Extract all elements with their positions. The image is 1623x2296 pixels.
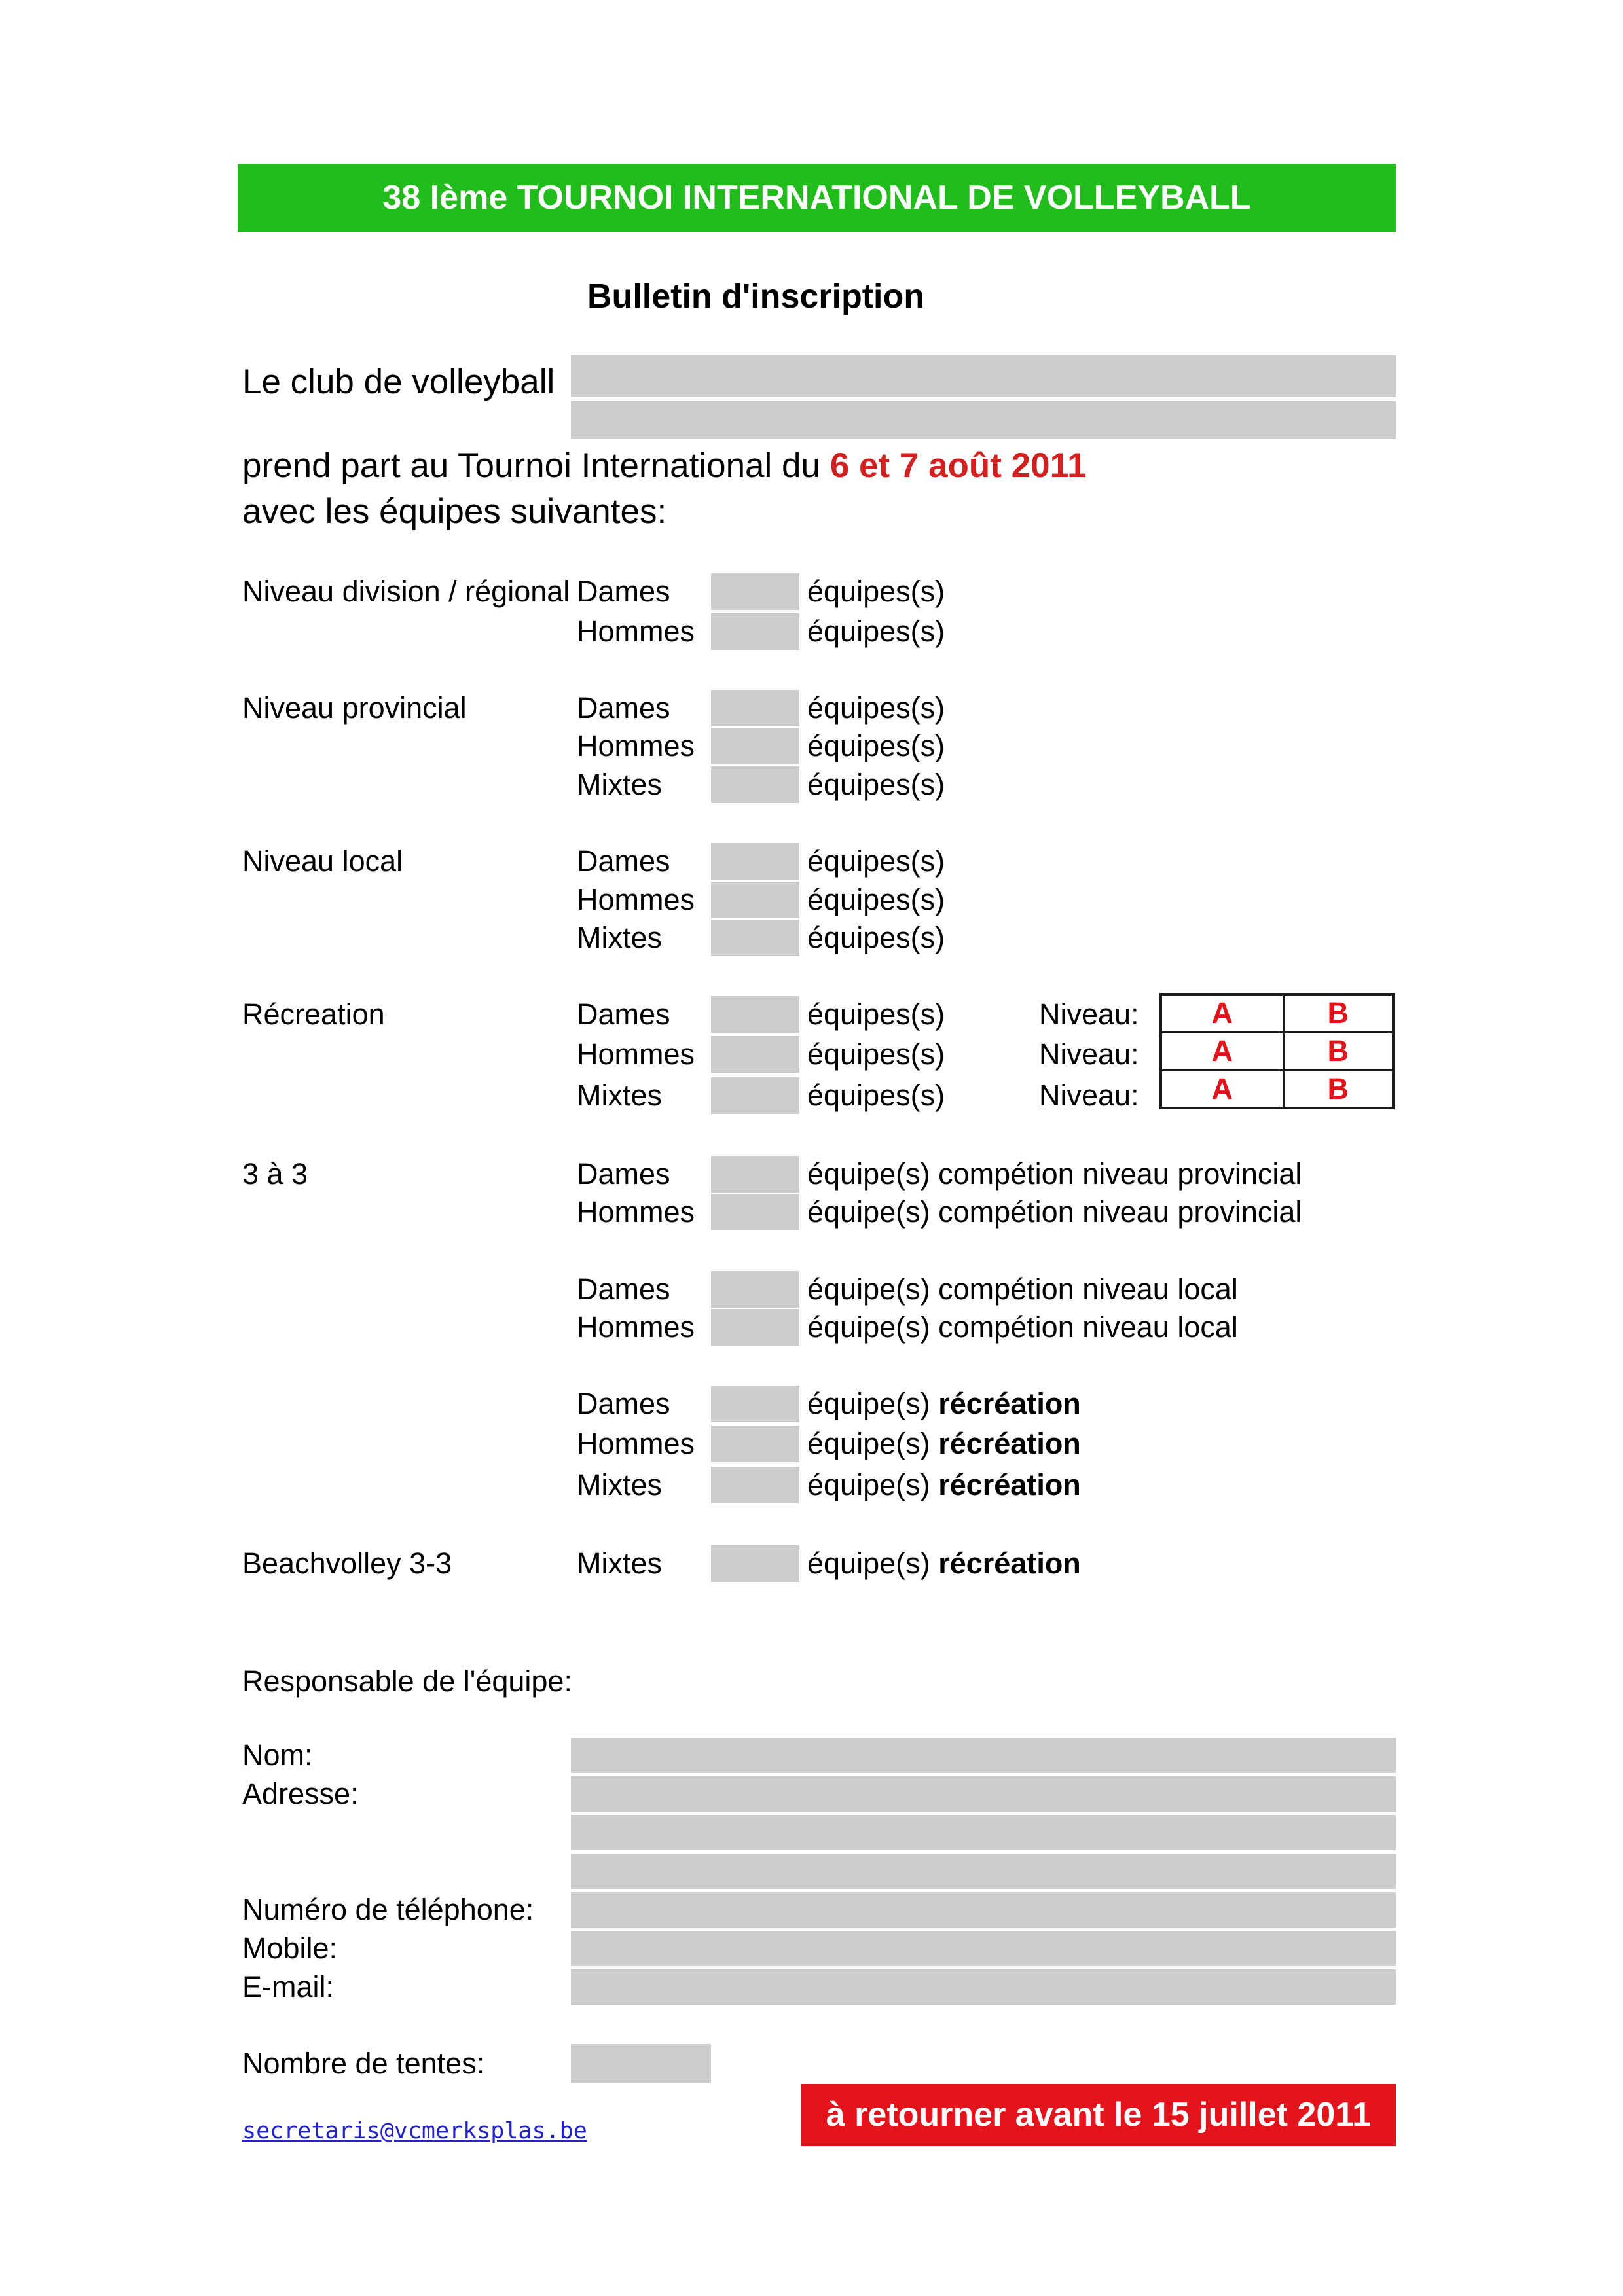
team-count-input[interactable] xyxy=(711,573,799,610)
contact-email-link[interactable]: secretaris@vcmerksplas.be xyxy=(242,2118,587,2144)
gender-label: Dames xyxy=(577,844,670,878)
address-field-2[interactable] xyxy=(571,1815,1396,1850)
level-options-row xyxy=(1161,1032,1393,1070)
unit-emphasis: récréation xyxy=(938,1468,1081,1501)
team-row xyxy=(0,1270,1623,1308)
team-row xyxy=(0,1385,1623,1423)
gender-label: Dames xyxy=(577,997,670,1031)
team-count-input[interactable] xyxy=(711,613,799,650)
unit-label xyxy=(807,1545,1081,1583)
team-row xyxy=(0,573,1623,611)
team-row xyxy=(0,1308,1623,1346)
level-option-b[interactable]: B xyxy=(1283,1032,1393,1070)
niveau-label: Niveau: xyxy=(1039,1037,1139,1071)
club-name-field-2[interactable] xyxy=(571,401,1396,439)
team-row xyxy=(0,1545,1623,1583)
gender-label: Hommes xyxy=(577,1427,695,1460)
unit-label xyxy=(807,1425,1081,1463)
unit-label: équipes(s) xyxy=(807,768,945,801)
mobile-field[interactable] xyxy=(571,1931,1396,1966)
tournament-title: 38 Ième TOURNOI INTERNATIONAL DE VOLLEYBALL xyxy=(382,179,1251,217)
gender-label: Dames xyxy=(577,575,670,608)
unit-label: équipes(s) xyxy=(807,691,945,725)
team-count-input[interactable] xyxy=(711,1156,799,1193)
address-label: Adresse: xyxy=(242,1777,359,1810)
tournament-title-banner xyxy=(238,164,1396,232)
level-option-b[interactable]: B xyxy=(1283,1070,1393,1108)
unit-label xyxy=(807,1466,1081,1504)
unit-label: équipes(s) xyxy=(807,615,945,648)
unit-label: équipes(s) xyxy=(807,575,945,608)
team-row xyxy=(0,842,1623,880)
participation-line2: avec les équipes suivantes: xyxy=(242,492,667,531)
team-row xyxy=(0,727,1623,765)
gender-label: Hommes xyxy=(577,615,695,648)
level-option-a[interactable]: A xyxy=(1161,1032,1283,1070)
mobile-label: Mobile: xyxy=(242,1931,338,1965)
niveau-label: Niveau: xyxy=(1039,1079,1139,1112)
team-count-input[interactable] xyxy=(711,1194,799,1230)
gender-label: Hommes xyxy=(577,1195,695,1229)
unit-label: équipes(s) xyxy=(807,729,945,762)
email-field[interactable] xyxy=(571,1969,1396,2005)
unit-label: équipes(s) xyxy=(807,1079,945,1112)
team-row xyxy=(0,1466,1623,1504)
gender-label: Dames xyxy=(577,1157,670,1191)
team-count-input[interactable] xyxy=(711,1545,799,1582)
address-field-1[interactable] xyxy=(571,1776,1396,1812)
level-label-local: Niveau local xyxy=(242,844,403,878)
address-field-3[interactable] xyxy=(571,1854,1396,1889)
level-label-beach: Beachvolley 3-3 xyxy=(242,1547,452,1580)
team-count-input[interactable] xyxy=(711,920,799,956)
team-row xyxy=(0,1193,1623,1231)
gender-label: Hommes xyxy=(577,1310,695,1344)
team-count-input[interactable] xyxy=(711,882,799,918)
unit-text: équipe(s) xyxy=(807,1387,930,1420)
unit-label: équipes(s) xyxy=(807,844,945,878)
unit-emphasis: récréation xyxy=(938,1547,1081,1580)
form-title: Bulletin d'inscription xyxy=(587,278,925,315)
team-row xyxy=(0,689,1623,727)
unit-label: équipe(s) compétion niveau provincial xyxy=(807,1195,1302,1229)
team-count-input[interactable] xyxy=(711,996,799,1033)
phone-field[interactable] xyxy=(571,1892,1396,1928)
team-count-input[interactable] xyxy=(711,728,799,764)
unit-label: équipes(s) xyxy=(807,883,945,916)
team-row xyxy=(0,1155,1623,1193)
unit-label: équipe(s) compétion niveau local xyxy=(807,1310,1238,1344)
team-count-input[interactable] xyxy=(711,1077,799,1114)
team-count-input[interactable] xyxy=(711,843,799,880)
gender-label: Mixtes xyxy=(577,1547,663,1580)
team-count-input[interactable] xyxy=(711,766,799,803)
level-label-provincial: Niveau provincial xyxy=(242,691,467,725)
deadline-banner xyxy=(801,2084,1396,2146)
unit-emphasis: récréation xyxy=(938,1427,1081,1460)
team-row xyxy=(0,881,1623,919)
level-label-division: Niveau division / régional xyxy=(242,575,570,608)
gender-label: Hommes xyxy=(577,729,695,762)
team-row xyxy=(0,919,1623,957)
gender-label: Hommes xyxy=(577,1037,695,1071)
team-count-input[interactable] xyxy=(711,1467,799,1503)
team-row xyxy=(0,766,1623,804)
unit-label: équipes(s) xyxy=(807,1037,945,1071)
club-name-field-1[interactable] xyxy=(571,355,1396,397)
gender-label: Mixtes xyxy=(577,921,663,954)
gender-label: Dames xyxy=(577,1272,670,1306)
name-field[interactable] xyxy=(571,1738,1396,1773)
team-count-input[interactable] xyxy=(711,1271,799,1308)
team-count-input[interactable] xyxy=(711,690,799,726)
team-row xyxy=(0,613,1623,651)
unit-label xyxy=(807,1385,1081,1423)
tents-label: Nombre de tentes: xyxy=(242,2047,485,2080)
team-count-input[interactable] xyxy=(711,1036,799,1073)
gender-label: Hommes xyxy=(577,883,695,916)
level-options-row xyxy=(1161,994,1393,1032)
unit-text: équipe(s) xyxy=(807,1427,930,1460)
unit-emphasis: récréation xyxy=(938,1387,1081,1420)
level-label-three-on-three: 3 à 3 xyxy=(242,1157,308,1191)
unit-label: équipes(s) xyxy=(807,997,945,1031)
tents-count-field[interactable] xyxy=(571,2044,711,2083)
level-label-recreation: Récreation xyxy=(242,997,385,1031)
team-count-input[interactable] xyxy=(711,1426,799,1462)
team-count-input[interactable] xyxy=(711,1386,799,1422)
phone-label: Numéro de téléphone: xyxy=(242,1893,534,1926)
level-option-a[interactable]: A xyxy=(1161,994,1283,1032)
level-options-table xyxy=(1159,993,1395,1109)
deadline-text: à retourner avant le 15 juillet 2011 xyxy=(826,2096,1372,2134)
unit-label: équipes(s) xyxy=(807,921,945,954)
unit-text: équipe(s) xyxy=(807,1468,930,1501)
niveau-label: Niveau: xyxy=(1039,997,1139,1031)
gender-label: Mixtes xyxy=(577,1468,663,1501)
team-row xyxy=(0,1425,1623,1463)
level-option-b[interactable]: B xyxy=(1283,994,1393,1032)
name-label: Nom: xyxy=(242,1738,313,1772)
contact-heading: Responsable de l'équipe: xyxy=(242,1664,572,1698)
level-options-row xyxy=(1161,1070,1393,1108)
email-label: E-mail: xyxy=(242,1970,335,2003)
tournament-dates: 6 et 7 août 2011 xyxy=(830,446,1087,485)
gender-label: Dames xyxy=(577,691,670,725)
gender-label: Dames xyxy=(577,1387,670,1420)
unit-text: équipe(s) xyxy=(807,1547,930,1580)
participation-text xyxy=(242,445,1087,487)
unit-label: équipe(s) compétion niveau provincial xyxy=(807,1157,1302,1191)
gender-label: Mixtes xyxy=(577,1079,663,1112)
level-option-a[interactable]: A xyxy=(1161,1070,1283,1108)
team-count-input[interactable] xyxy=(711,1309,799,1346)
unit-label: équipe(s) compétion niveau local xyxy=(807,1272,1238,1306)
gender-label: Mixtes xyxy=(577,768,663,801)
participation-sentence: prend part au Tournoi International du xyxy=(242,446,820,485)
club-label: Le club de volleyball xyxy=(242,363,555,401)
